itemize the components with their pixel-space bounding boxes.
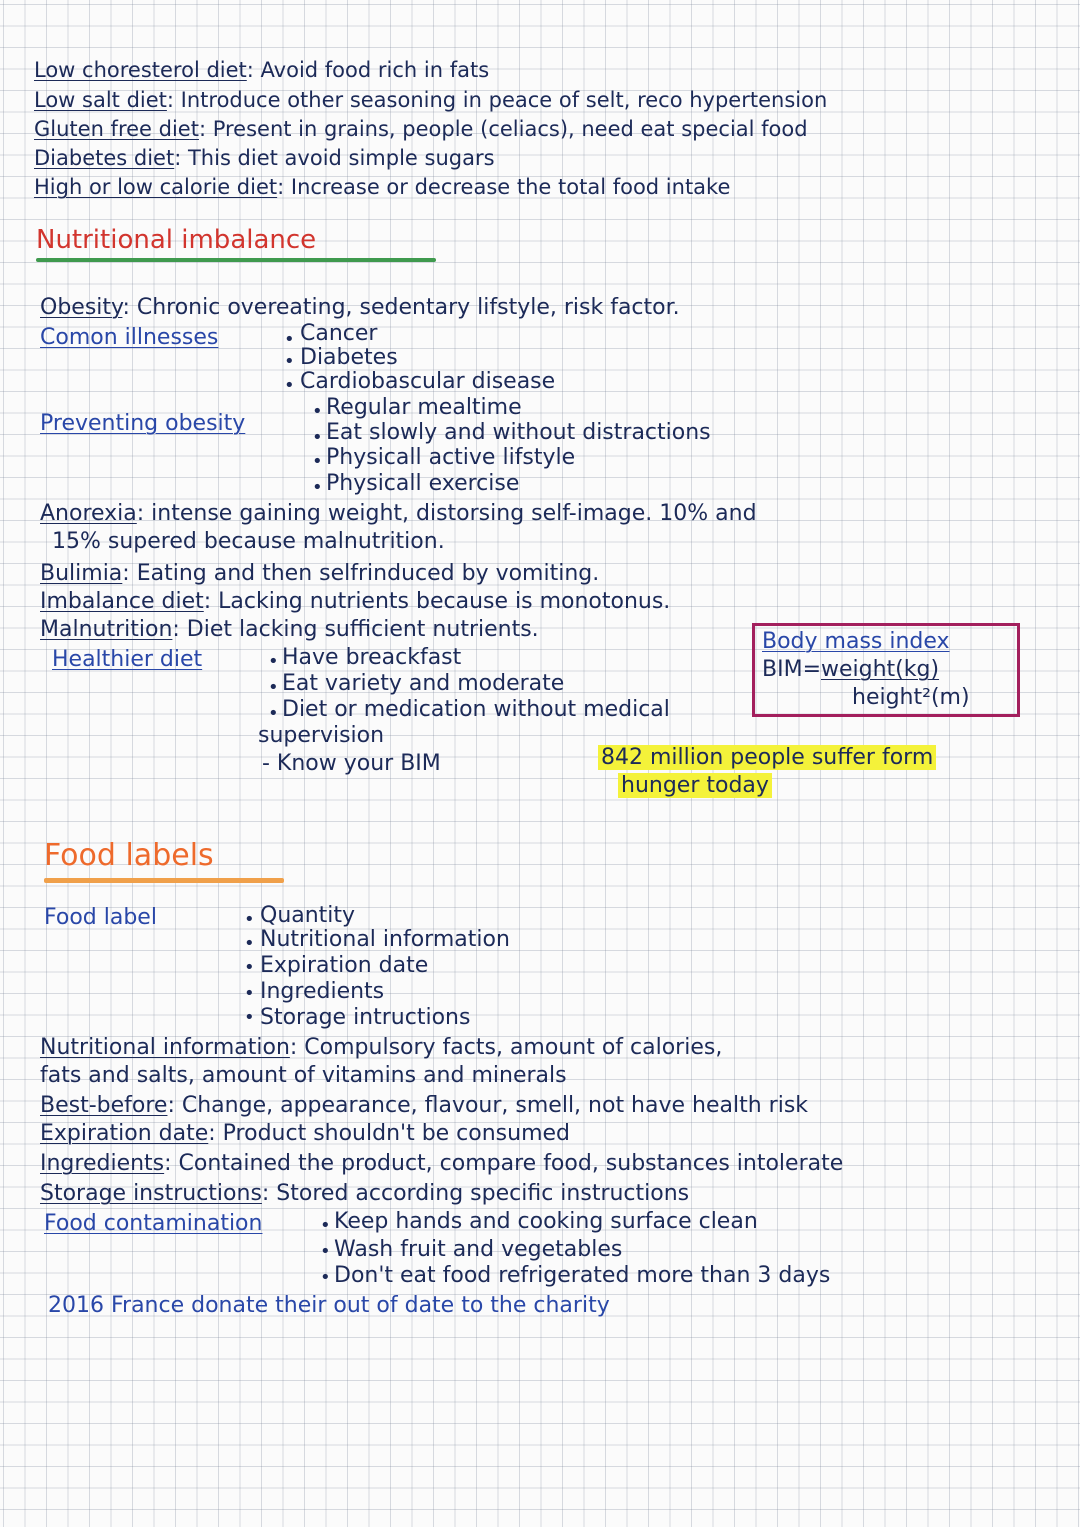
prevent-item: Regular mealtime <box>326 395 522 420</box>
def-term: Storage instructions <box>40 1181 262 1206</box>
hunger-note-text: hunger today <box>618 773 772 798</box>
illness-item: Cancer <box>300 321 378 346</box>
healthier-item: - Know your BIM <box>262 751 441 776</box>
healthier-diet-term: Healthier diet <box>52 647 203 672</box>
diet-text: : Introduce other seasoning in peace of selt, reco hypertension <box>166 88 828 112</box>
def-nutritional-information <box>40 1036 722 1060</box>
food-label-item: Nutritional information <box>260 927 510 952</box>
def-storage-instructions <box>40 1182 689 1206</box>
bullet-icon: • <box>284 375 295 396</box>
healthier-item: Eat variety and moderate <box>282 671 565 696</box>
def-text: : Change, appearance, flavour, smell, not have health risk <box>167 1093 809 1118</box>
bmi-title: Body mass index <box>762 629 950 654</box>
bullet-icon: • <box>312 451 323 472</box>
obesity-line <box>40 296 680 320</box>
footer-note: 2016 France donate their out of date to the charity <box>48 1293 610 1318</box>
bullet-icon: • <box>320 1215 331 1236</box>
healthier-item: Diet or medication without medical <box>282 697 670 722</box>
prevent-item: Physicall active lifstyle <box>326 445 576 470</box>
def-term: Nutritional information <box>40 1035 290 1060</box>
def-text: : Contained the product, compare food, substances intolerate <box>164 1151 844 1176</box>
def-ingredients <box>40 1152 843 1176</box>
bullet-icon: • <box>268 703 279 724</box>
prevent-item: Eat slowly and without distractions <box>326 420 711 445</box>
hunger-note-text: 842 million people suffer form <box>598 745 936 770</box>
bullet-icon: • <box>244 957 255 978</box>
bullet-icon: • <box>244 1007 255 1028</box>
imbalance-diet-term: Imbalance diet <box>40 589 204 614</box>
common-illnesses-term: Comon illnesses <box>40 325 219 350</box>
contamination-item: Don't eat food refrigerated more than 3 days <box>334 1263 831 1288</box>
bmi-formula-left: BIM= <box>762 657 821 682</box>
obesity-term: Obesity <box>40 295 123 320</box>
bullet-icon: • <box>284 329 295 350</box>
anorexia-term: Anorexia <box>40 501 137 526</box>
malnutrition-text: : Diet lacking sufficient nutrients. <box>172 617 539 642</box>
bullet-icon: • <box>320 1267 331 1288</box>
def-text: : Product shouldn't be consumed <box>208 1121 571 1146</box>
imbalance-diet-text: : Lacking nutrients because is monotonus. <box>203 589 671 614</box>
diet-line-calorie <box>34 175 730 199</box>
diet-term: Gluten free diet <box>34 117 199 141</box>
diet-text: : Avoid food rich in fats <box>246 58 490 82</box>
diet-text: : This diet avoid simple sugars <box>174 146 495 170</box>
bullet-icon: • <box>244 933 255 954</box>
food-label-item: Storage intructions <box>260 1005 471 1030</box>
malnutrition-line <box>40 618 539 642</box>
diet-line-low-cholesterol <box>34 58 489 82</box>
food-label-term: Food label <box>44 905 157 930</box>
bullet-icon: • <box>268 651 279 672</box>
food-label-item: Quantity <box>260 903 356 928</box>
obesity-text: : Chronic overeating, sedentary lifstyle, risk factor. <box>122 295 680 320</box>
bulimia-text: : Eating and then selfrinduced by vomiting. <box>122 561 600 586</box>
def-text: : Compulsory facts, amount of calories, <box>289 1035 723 1060</box>
bmi-denominator: height²(m) <box>852 685 970 710</box>
food-contamination-term: Food contamination <box>44 1211 263 1236</box>
imbalance-diet-line <box>40 590 670 614</box>
healthier-item-cont: supervision <box>258 723 385 748</box>
def-term: Expiration date <box>40 1121 209 1146</box>
diet-term: Low choresterol diet <box>34 58 247 82</box>
def-nutritional-information-cont: fats and salts, amount of vitamins and minerals <box>40 1063 567 1088</box>
def-term: Best-before <box>40 1093 168 1118</box>
bulimia-line <box>40 562 599 586</box>
diet-term: High or low calorie diet <box>34 175 278 199</box>
def-expiration-date <box>40 1122 570 1146</box>
bullet-icon: • <box>312 477 323 498</box>
healthier-item: Have breackfast <box>282 645 462 670</box>
bullet-icon: • <box>320 1241 331 1262</box>
bullet-icon: • <box>312 427 323 448</box>
illness-item: Cardiobascular disease <box>300 369 556 394</box>
contamination-item: Keep hands and cooking surface clean <box>334 1209 758 1234</box>
anorexia-text: : intense gaining weight, distorsing self-image. 10% and <box>136 501 757 526</box>
hunger-note-line-2 <box>618 774 772 798</box>
diet-line-gluten-free <box>34 117 808 141</box>
prevent-item: Physicall exercise <box>326 471 520 496</box>
def-text: : Stored according specific instructions <box>261 1181 690 1206</box>
section-title-nutritional-imbalance: Nutritional imbalance <box>36 225 317 255</box>
bulimia-term: Bulimia <box>40 561 123 586</box>
diet-text: : Present in grains, people (celiacs), need eat special food <box>198 117 808 141</box>
bmi-numerator: weight(kg) <box>821 657 940 682</box>
diet-term: Low salt diet <box>34 88 167 112</box>
diet-line-low-salt <box>34 88 827 112</box>
diet-line-diabetes <box>34 146 495 170</box>
malnutrition-term: Malnutrition <box>40 617 173 642</box>
anorexia-line <box>40 502 757 526</box>
diet-term: Diabetes diet <box>34 146 175 170</box>
food-label-item: Ingredients <box>260 979 385 1004</box>
def-best-before <box>40 1094 808 1118</box>
contamination-item: Wash fruit and vegetables <box>334 1237 623 1262</box>
diet-text: : Increase or decrease the total food intake <box>277 175 731 199</box>
bullet-icon: • <box>312 401 323 422</box>
bmi-formula <box>762 658 939 682</box>
bullet-icon: • <box>284 351 295 372</box>
food-label-item: Expiration date <box>260 953 429 978</box>
def-term: Ingredients <box>40 1151 165 1176</box>
illness-item: Diabetes <box>300 345 398 370</box>
bullet-icon: • <box>244 983 255 1004</box>
preventing-obesity-term: Preventing obesity <box>40 411 246 436</box>
bullet-icon: • <box>244 909 255 930</box>
title-underline <box>36 258 436 262</box>
hunger-note-line-1 <box>598 746 936 770</box>
anorexia-line-2: 15% supered because malnutrition. <box>52 529 445 554</box>
section-title-food-labels: Food labels <box>44 838 214 873</box>
bullet-icon: • <box>268 677 279 698</box>
title-underline <box>44 878 284 883</box>
